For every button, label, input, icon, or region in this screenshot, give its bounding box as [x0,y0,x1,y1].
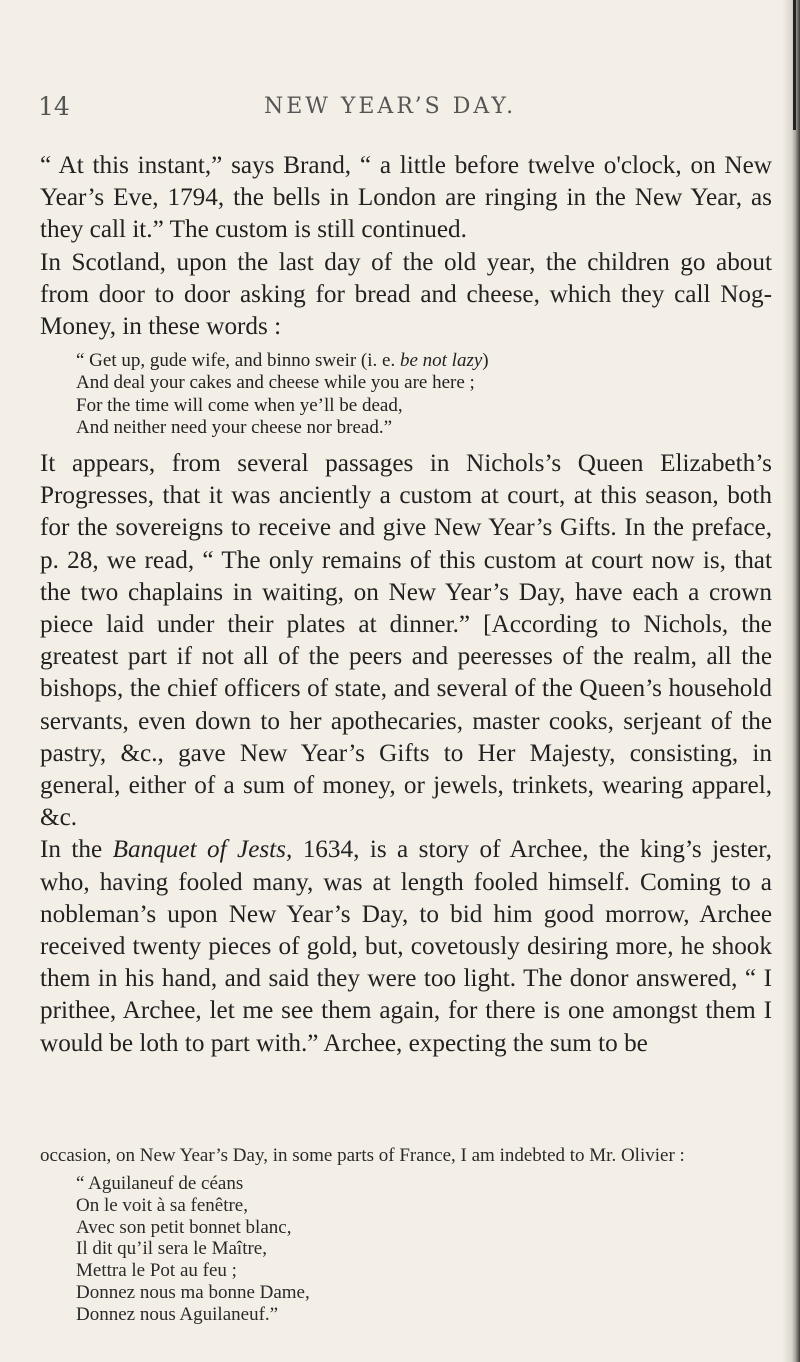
verse-line: And deal your cakes and cheese while you are here ; [76,372,475,394]
french-verse-line: “ Aguilaneuf de céans [76,1173,244,1194]
verse-text: ) [482,350,489,372]
running-title: NEW YEAR’S DAY. [263,94,517,119]
french-verse [76,1173,770,1326]
paragraph-text: 1634, is a story of Archee, the king’s jester, who, having fooled many, was at length fooled himself. Coming to a nobleman’s upon New Year’s Day, to bid him good morrow, Archee received twenty pieces of gold, but, covetously desiring more, he shook them in his hand, and said they were too light. The donor answered, “ I prithee, Archee, let me see them again, for there is one amongst them I would be loth to part with.” Archee, expecting the sum to be [40,836,772,1057]
verse-text: “ Get up, gude wife, and binno sweir (i. e. [76,350,400,372]
footnote-text: occasion, on New Year’s Day, in some parts of France, I am indebted to Mr. Olivier : [40,1145,685,1166]
french-verse-line: On le voit à sa fenêtre, [76,1194,248,1216]
page-number: 14 [38,92,70,121]
french-verse-line: Il dit qu’il sera le Maître, [76,1238,267,1260]
book-title: Banquet of Jests, [112,836,293,864]
page-header [0,92,800,132]
paragraph-text: In the [40,836,113,864]
paragraph-scotland: In Scotland, upon the last day of the old year, the children go about from door to door asking for bread and cheese, which they call Nog-Money, in these words : [40,248,772,341]
french-verse-line: Donnez nous Aguilaneuf.” [76,1303,279,1325]
verse-line: And neither need your cheese nor bread.” [76,416,392,438]
paragraph-brand: “ At this instant,” says Brand, “ a little before twelve o'clock, on New Year’s Eve, 1794, the bells in London are ringing in the New Year, as they call it.” The custom is still continued. [40,152,772,244]
paragraph-archee [40,834,772,1059]
main-text [40,150,772,1060]
nog-money-verse [76,350,772,439]
paragraph-court-gifts: It appears, from several passages in Nichols’s Queen Elizabeth’s Progresses, that it was anciently a custom at court, at this season, both for the sovereigns to receive and give New Year’s Gifts. In the preface, p. 28, we read, “ The only remains of this custom at court now is, that the two chaplains in waiting, on New Year’s Day, have each a crown piece laid under their plates at dinner.” [According to Nichols, the greatest part if not all of the peers and peeresses of the realm, all the bishops, the chief officers of state, and several of the Queen’s household servants, even down to her apothecaries, master cooks, serjeant of the pastry, &c., gave New Year’s Gifts to Her Majesty, consisting, in general, either of a sum of money, or jewels, trinkets, wearing apparel, &c. [40,450,772,832]
footnote [40,1144,770,1326]
verse-line: For the time will come when ye’ll be dead, [76,394,403,416]
french-verse-line: Mettra le Pot au feu ; [76,1260,237,1282]
page-edge [782,0,800,1362]
french-verse-line: Donnez nous ma bonne Dame, [76,1281,310,1303]
french-verse-line: Avec son petit bonnet blanc, [76,1216,292,1238]
verse-line [76,350,772,372]
verse-italic: be not lazy [399,350,483,372]
